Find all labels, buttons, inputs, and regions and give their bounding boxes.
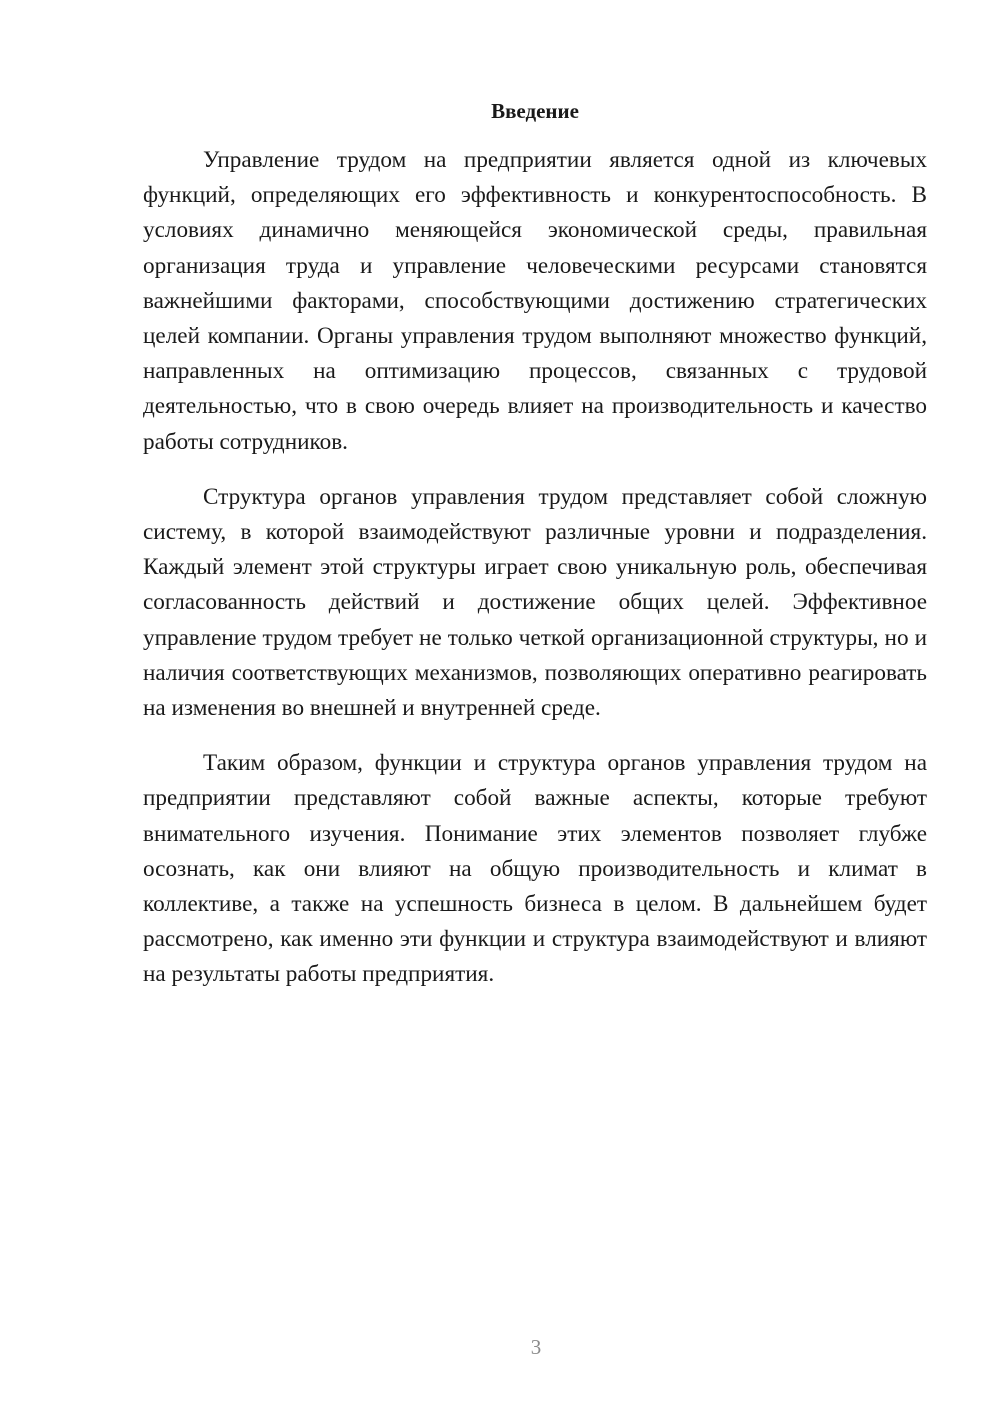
page-number: 3	[530, 1335, 542, 1359]
paragraph: Управление трудом на предприятии является одной из ключевых функций, определяющих его эффективность и конкурентоспособность. В условиях динамично меняющейся экономической среды, правильная организация труда и управление человеческими ресурсами становятся важнейшими факторами, способствующими достижению стратегических целей компании. Органы управления трудом выполняют множество функций, направленных на оптимизацию процессов, связанных с трудовой деятельностью, что в свою очередь влияет на производительность и качество работы сотрудников.	[143, 147, 927, 455]
paragraph: Таким образом, функции и структура органов управления трудом на предприятии представляют собой важные аспекты, которые требуют внимательного изучения. Понимание этих элементов позволяет глубже осознать, как они влияют на общую производительность и климат в коллективе, а также на успешность бизнеса в целом. В дальнейшем будет рассмотрено, как именно эти функции и структура взаимодействуют и влияют на результаты работы предприятия.	[143, 750, 927, 988]
section-heading: Введение	[491, 99, 579, 123]
paragraph: Структура органов управления трудом представляет собой сложную систему, в которой взаимодействуют различные уровни и подразделения. Каждый элемент этой структуры играет свою уникальную роль, обеспечивая согласованность действий и достижение общих целей. Эффективное управление трудом требует не только четкой организационной структуры, но и наличия соответствующих механизмов, позволяющих оперативно реагировать на изменения во внешней и внутренней среде.	[143, 483, 927, 722]
body-text	[143, 143, 927, 1013]
